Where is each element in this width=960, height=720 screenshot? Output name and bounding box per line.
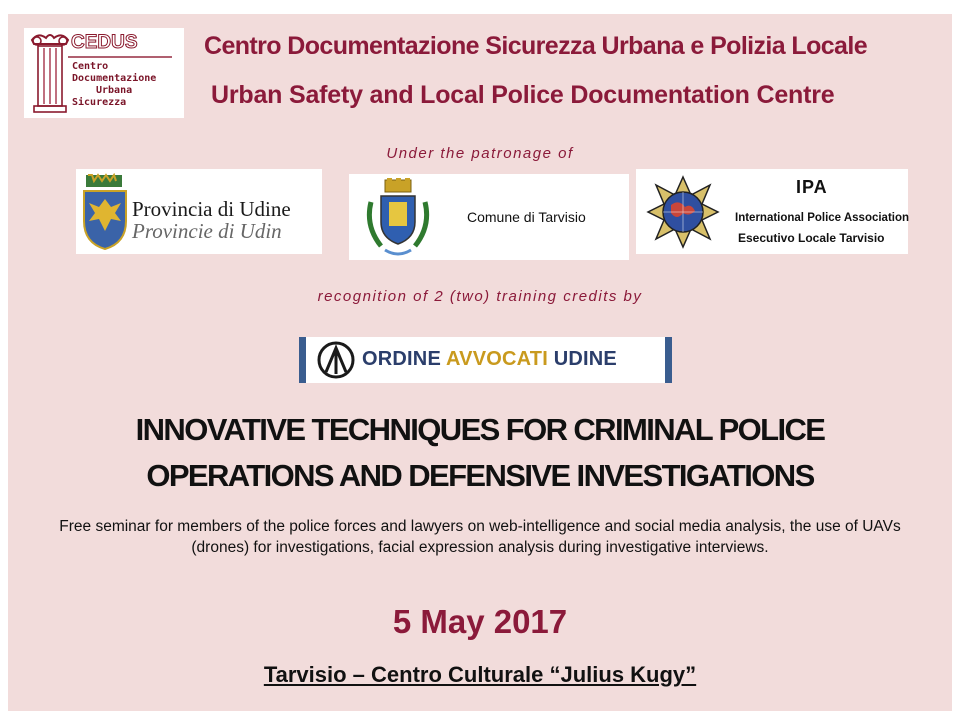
- event-title: [8, 407, 952, 499]
- ordine-wordmark: [362, 348, 617, 371]
- provincia-name: Provincia di Udine: [132, 197, 291, 221]
- event-title-line-1: INNOVATIVE TECHNIQUES FOR CRIMINAL POLICE: [135, 412, 825, 447]
- ipa-local-branch: Esecutivo Locale Tarvisio: [738, 231, 885, 245]
- logo-sub-line: Documentazione: [72, 73, 157, 84]
- event-venue: Tarvisio – Centro Culturale “Julius Kugy”: [263, 662, 697, 687]
- patronage-label: Under the patronage of: [386, 145, 574, 162]
- header-title-english: Urban Safety and Local Police Documentation Centre: [211, 81, 835, 109]
- eagle-crest-icon: [80, 173, 130, 251]
- town-crest-icon: [363, 178, 433, 258]
- ipa-logo: [636, 169, 908, 254]
- event-description: Free seminar for members of the police forces and lawyers on web-intelligence and social media analysis, the use of UAVs (drones) for investigations, facial expression analysis during investigative interviews.: [59, 518, 901, 556]
- flyer-page: [8, 14, 952, 711]
- logo-sub-line: Centro: [72, 61, 109, 72]
- header-title-italian: Centro Documentazione Sicurezza Urbana e Polizia Locale: [204, 32, 868, 60]
- cedus-wordmark: CEDUS: [71, 32, 138, 53]
- ordine-monogram-icon: [316, 340, 356, 380]
- logo-divider: [68, 56, 172, 58]
- recognition-label: recognition of 2 (two) training credits by: [317, 288, 643, 305]
- ipa-globe-star-icon: [646, 175, 720, 249]
- comune-name: Comune di Tarvisio: [467, 209, 586, 225]
- ipa-acronym: IPA: [796, 177, 828, 197]
- provincia-udine-logo: [76, 169, 322, 254]
- udine-word: UDINE: [553, 348, 617, 370]
- column-icon: [28, 32, 72, 114]
- cedus-subtitle: [72, 61, 182, 109]
- ordine-word: ORDINE: [362, 348, 441, 370]
- comune-tarvisio-logo: [349, 174, 629, 260]
- ipa-fullname: International Police Association: [735, 212, 910, 224]
- ordine-avvocati-banner: [299, 337, 672, 383]
- event-title-line-2: OPERATIONS AND DEFENSIVE INVESTIGATIONS: [146, 458, 814, 493]
- event-date: 5 May 2017: [392, 603, 568, 640]
- logo-sub-line: Urbana: [96, 85, 133, 96]
- provincia-name-friulian: Provincie di Udin: [132, 219, 282, 243]
- avvocati-word: AVVOCATI: [446, 348, 548, 370]
- logo-sub-line: Sicurezza: [72, 97, 127, 108]
- cedus-logo: [24, 28, 184, 118]
